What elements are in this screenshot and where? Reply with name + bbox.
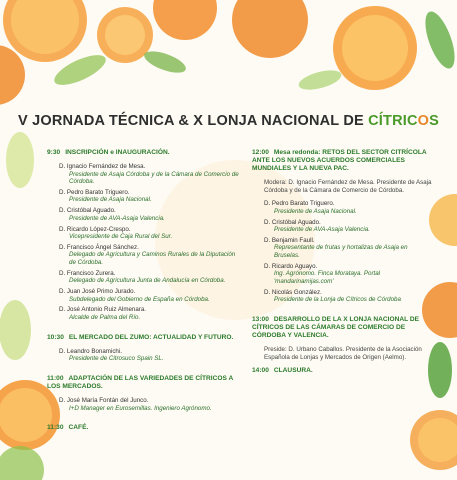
lime-icon: [0, 300, 31, 360]
speaker-entry: D. Cristóbal Aguado. Presidente de AVA-Asaja Valencia.: [59, 207, 165, 222]
lime-icon: [0, 446, 44, 480]
program-right-column: [252, 149, 432, 381]
speaker-entry: D. Francisco Ángel Sánchez. Delegado de Agricultura y Caminos Rurales de la Diputación de Córdoba.: [59, 243, 236, 266]
leaf-icon: [142, 47, 189, 77]
session-heading: 11:30 CAFÉ.: [47, 424, 89, 432]
program-left-column: [47, 149, 242, 438]
lime-icon: [6, 132, 34, 188]
speaker-entry: D. Ricardo López-Crespo. Vicepresidente de Caja Rural del Sur.: [59, 225, 173, 241]
session-heading: 14:00 CLAUSURA.: [252, 367, 313, 375]
speaker-entry: D. Leandro Bonamichi. Presidente de Citrosuco Spain SL.: [59, 347, 164, 363]
title-text: V JORNADA TÉCNICA & X LONJA NACIONAL DE: [17, 113, 364, 129]
speaker-entry: D. Pedro Barato Triguero. Presidente de Asaja Nacional.: [264, 200, 357, 215]
speaker-entry: D. José María Fontán del Junco. I+D Manager en Eurosemillas. Ingeniero Agrónomo.: [59, 397, 212, 412]
session-heading: 9:30 INSCRIPCIÓN e INAUGURACIÓN.: [47, 149, 170, 156]
page-title: [0, 113, 457, 129]
speaker-entry: D. Ignacio Fernández de Mesa. Presidente de Asaja Córdoba y de la Cámara de Comercio de Córdoba.: [59, 163, 239, 186]
session-heading: 13:00 DESARROLLO DE LA X LONJA NACIONAL DE CÍTRICOS DE LAS CÁMARAS DE COMERCIO DE CÓRDOBA Y VALENCIA.: [252, 315, 420, 339]
speaker-entry: D. Cristóbal Aguado. Presidente de AVA-Asaja Valencia.: [264, 218, 370, 234]
title-citricos: CÍTRICOS: [368, 113, 439, 129]
session-heading: 10:30 EL MERCADO DEL ZUMO: ACTUALIDAD Y FUTURO.: [47, 333, 234, 341]
leaf-icon: [419, 8, 457, 72]
orange-icon: [153, 0, 217, 40]
speaker-entry: D. Benjamin Faull. Representante de frutas y hortalizas de Asaja en Bruselas.: [264, 236, 408, 259]
speaker-entry: D. Francisco Zurera. Delegado de Agricultura Junta de Andalucía en Córdoba.: [59, 269, 226, 285]
orange-icon: [232, 0, 308, 58]
speaker-entry: D. José Antonio Ruiz Almenara. Alcalde de Palma del Río.: [59, 306, 147, 321]
lemon-icon: [429, 194, 457, 246]
moderator-text: Modera: D. Ignacio Fernández de Mesa. Presidente de Asaja Córdoba y de la Cámara de Comercio de Córdoba.: [264, 179, 432, 194]
speaker-entry: D. Pedro Barato Triguero. Presidente de Asaja Nacional.: [59, 188, 152, 204]
moderator-text: Preside: D. Urbano Caballos. Presidente de la Asociación Española de Lonjas y Mercados de Origen (Aelmo).: [264, 346, 422, 361]
orange-slice-icon: [3, 0, 87, 62]
session-heading: 11:00 ADAPTACIÓN DE LAS VARIEDADES DE CÍTRICOS A LOS MERCADOS.: [47, 375, 234, 391]
leaf-icon: [297, 67, 344, 94]
speaker-entry: D. Nicolás González. Presidente de la Lonja de Cítricos de Córdoba: [264, 288, 401, 304]
speaker-entry: D. Juan José Primo Jurado. Subdelegado del Gobierno de España en Córdoba.: [59, 288, 210, 303]
speaker-entry: D. Ricardo Aguayo. Ing. Agrónomo. Finca Morataya. Portal 'mandarinamijas.com': [264, 262, 381, 285]
session-heading: 12:00 Mesa redonda: RETOS DEL SECTOR CITRÍCOLA ANTE LOS NUEVOS ACUERDOS COMERCIALES MUNDIALES Y LA NUEVA PAC.: [252, 149, 427, 173]
